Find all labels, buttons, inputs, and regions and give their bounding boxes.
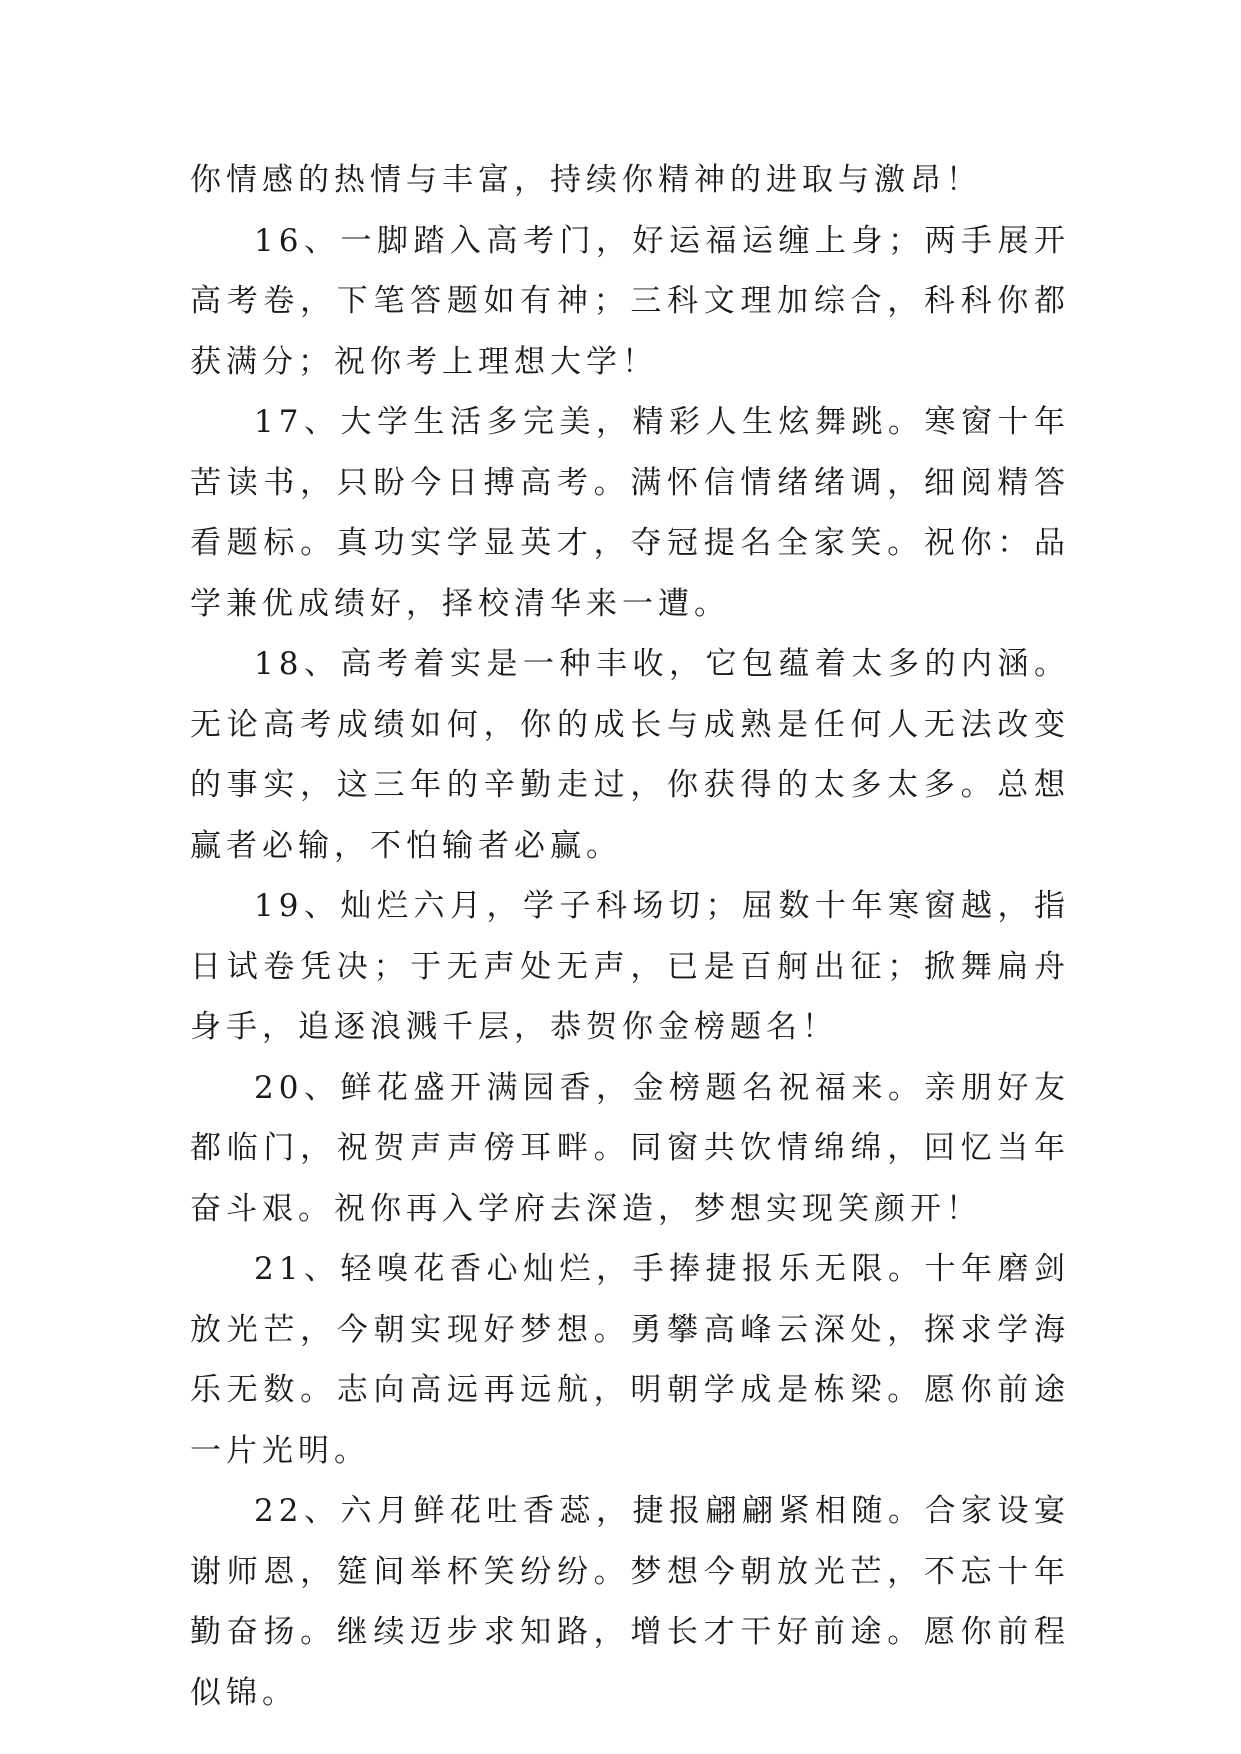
paragraph-19: 19、灿烂六月，学子科场切；屈数十年寒窗越，指日试卷凭决；于无声处无声，已是百舸出征；掀舞扁舟身手，追逐浪溅千层，恭贺你金榜题名！ xyxy=(190,888,1070,1045)
paragraph-22: 22、六月鲜花吐香蕊，捷报翩翩紧相随。合家设宴谢师恩，筵间举杯笑纷纷。梦想今朝放光芒，不忘十年勤奋扬。继续迈步求知路，增长才干好前途。愿你前程似锦。 xyxy=(190,1493,1070,1711)
paragraph-21: 21、轻嗅花香心灿烂，手捧捷报乐无限。十年磨剑放光芒，今朝实现好梦想。勇攀高峰云深处，探求学海乐无数。志向高远再远航，明朝学成是栋梁。愿你前途一片光明。 xyxy=(190,1251,1070,1469)
paragraph-16: 16、一脚踏入高考门，好运福运缠上身；两手展开高考卷，下笔答题如有神；三科文理加综合，科科你都获满分；祝你考上理想大学！ xyxy=(190,222,1070,380)
paragraph-18: 18、高考着实是一种丰收，它包蕴着太多的内涵。无论高考成绩如何，你的成长与成熟是任何人无法改变的事实，这三年的辛勤走过，你获得的太多太多。总想赢者必输，不怕输者必赢。 xyxy=(190,646,1070,864)
paragraph-continuation: 你情感的热情与丰富，持续你精神的进取与激昂！ xyxy=(190,162,982,198)
paragraph-20: 20、鲜花盛开满园香，金榜题名祝福来。亲朋好友都临门，祝贺声声傍耳畔。同窗共饮情绵绵，回忆当年奋斗艰。祝你再入学府去深造，梦想实现笑颜开！ xyxy=(190,1069,1070,1227)
paragraph-17: 17、大学生活多完美，精彩人生炫舞跳。寒窗十年苦读书，只盼今日搏高考。满怀信情绪绪调，细阅精答看题标。真功实学显英才，夺冠提名全家笑。祝你：品学兼优成绩好，择校清华来一遭。 xyxy=(190,404,1070,622)
document-body xyxy=(190,150,1070,1723)
